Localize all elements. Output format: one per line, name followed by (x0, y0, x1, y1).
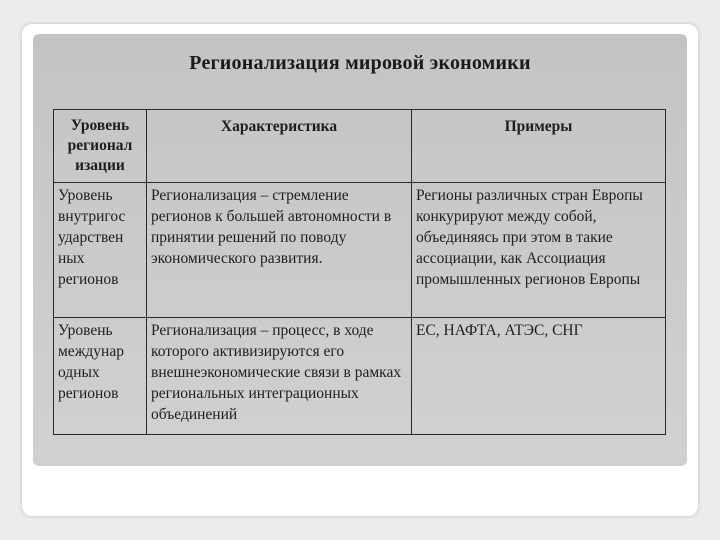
header-examples: Примеры (412, 110, 666, 183)
table-row (54, 318, 666, 435)
table-row (54, 183, 666, 318)
cell-level: Уровень междунар одных регионов (54, 318, 147, 435)
cell-characteristic: Регионализация – процесс, в ходе которого активизируются его внешнеэкономические связи в рамках региональных интеграционных объединений (147, 318, 412, 435)
cell-examples: ЕС, НАФТА, АТЭС, СНГ (412, 318, 666, 435)
header-level: Уровень регионал изации (54, 110, 147, 183)
cell-examples: Регионы различных стран Европы конкурируют между собой, объединяясь при этом в такие ассоциации, как Ассоциация промышленных регионов Европы (412, 183, 666, 318)
cell-level: Уровень внутригос ударствен ных регионов (54, 183, 147, 318)
header-characteristic: Характеристика (147, 110, 412, 183)
slide-title: Регионализация мировой экономики (189, 52, 531, 74)
cell-characteristic: Регионализация – стремление регионов к большей автономности в принятии решений по поводу экономического развития. (147, 183, 412, 318)
table-header-row (54, 110, 666, 183)
regionalization-table (53, 109, 666, 435)
